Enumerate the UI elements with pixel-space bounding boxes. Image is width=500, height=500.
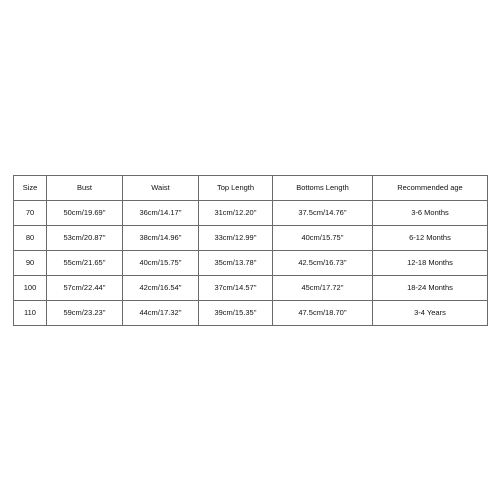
table-row: [14, 251, 488, 276]
cell-top-length: 31cm/12.20'': [199, 201, 273, 226]
cell-recommended-age: 18-24 Months: [373, 276, 488, 301]
cell-waist: 44cm/17.32'': [123, 301, 199, 326]
header-waist: Waist: [123, 176, 199, 201]
cell-bust: 53cm/20.87'': [47, 226, 123, 251]
cell-recommended-age: 12-18 Months: [373, 251, 488, 276]
header-top-length: Top Length: [199, 176, 273, 201]
table-row: [14, 226, 488, 251]
table-header-row: [14, 176, 488, 201]
cell-size: 80: [14, 226, 47, 251]
cell-top-length: 37cm/14.57'': [199, 276, 273, 301]
table-row: [14, 276, 488, 301]
cell-waist: 40cm/15.75'': [123, 251, 199, 276]
cell-recommended-age: 3-6 Months: [373, 201, 488, 226]
cell-size: 90: [14, 251, 47, 276]
header-bust: Bust: [47, 176, 123, 201]
cell-bottoms-length: 45cm/17.72'': [273, 276, 373, 301]
header-size: Size: [14, 176, 47, 201]
cell-waist: 36cm/14.17'': [123, 201, 199, 226]
cell-top-length: 39cm/15.35'': [199, 301, 273, 326]
cell-waist: 38cm/14.96'': [123, 226, 199, 251]
cell-size: 110: [14, 301, 47, 326]
header-recommended-age: Recommended age: [373, 176, 488, 201]
cell-bust: 57cm/22.44'': [47, 276, 123, 301]
header-bottoms-length: Bottoms Length: [273, 176, 373, 201]
cell-waist: 42cm/16.54'': [123, 276, 199, 301]
cell-top-length: 35cm/13.78'': [199, 251, 273, 276]
cell-recommended-age: 6-12 Months: [373, 226, 488, 251]
cell-bust: 59cm/23.23'': [47, 301, 123, 326]
size-chart-table: [13, 175, 488, 326]
cell-bottoms-length: 37.5cm/14.76'': [273, 201, 373, 226]
cell-bottoms-length: 42.5cm/16.73'': [273, 251, 373, 276]
cell-recommended-age: 3-4 Years: [373, 301, 488, 326]
table-row: [14, 201, 488, 226]
cell-bust: 55cm/21.65'': [47, 251, 123, 276]
cell-top-length: 33cm/12.99'': [199, 226, 273, 251]
cell-size: 70: [14, 201, 47, 226]
table-row: [14, 301, 488, 326]
cell-bottoms-length: 47.5cm/18.70'': [273, 301, 373, 326]
cell-bottoms-length: 40cm/15.75'': [273, 226, 373, 251]
cell-size: 100: [14, 276, 47, 301]
cell-bust: 50cm/19.69'': [47, 201, 123, 226]
